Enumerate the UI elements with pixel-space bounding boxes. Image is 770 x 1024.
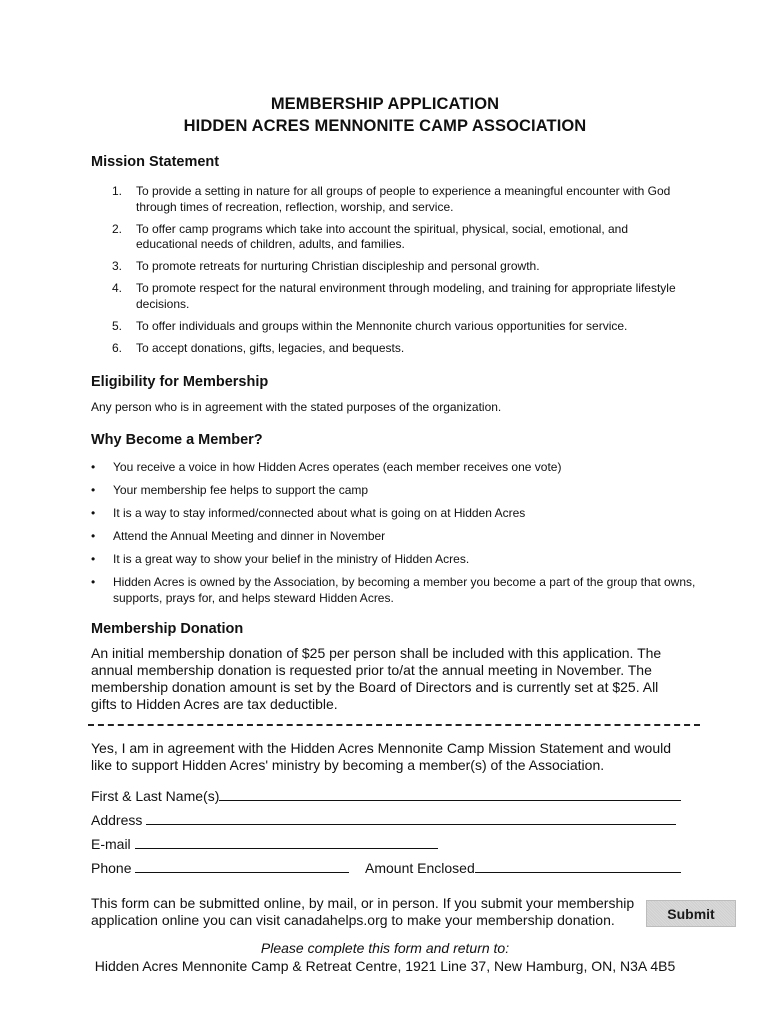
item-number: 2. [112,221,123,236]
mission-heading: Mission Statement [91,154,220,170]
item-text: It is a way to stay informed/connected about what is going on at Hidden Acres [113,506,526,520]
phone-label: Phone [91,860,132,876]
submit-button[interactable]: Submit [646,900,736,927]
return-address: Hidden Acres Mennonite Camp & Retreat Centre, 1921 Line 37, New Hamburg, ON, N3A 4B5 [94,958,676,974]
phone-input[interactable] [135,858,349,873]
return-instruction: Please complete this form and return to: [260,940,510,956]
item-number: 1. [112,184,123,198]
name-field [91,786,681,805]
cut-line-divider [88,724,700,726]
list-item [91,319,691,335]
amount-field [365,858,681,877]
form-title: MEMBERSHIP APPLICATION [270,95,500,113]
list-item [91,483,711,499]
address-field [91,810,676,829]
item-text: To offer individuals and groups within the Mennonite church various opportunities for service. [136,318,628,333]
organization-title: HIDDEN ACRES MENNONITE CAMP ASSOCIATION [183,117,587,135]
name-input[interactable] [219,786,681,801]
item-text: To promote respect for the natural environment through modeling, and training for appropriate lifestyle decisions. [136,281,676,311]
why-heading: Why Become a Member? [91,432,263,448]
amount-input[interactable] [475,858,681,873]
item-number: 3. [112,259,123,273]
email-input[interactable] [135,834,438,849]
bullet-icon: • [91,552,96,566]
item-number: 6. [112,340,123,355]
agreement-text: Yes, I am in agreement with the Hidden Acres Mennonite Camp Mission Statement and would like to support Hidden Acres' ministry by becoming a member(s) of the Association. [91,740,672,773]
bullet-icon: • [91,529,96,543]
submission-info-text: This form can be submitted online, by mail, or in person. If you submit your membership application online you can visit canadahelps.org to make your membership donation. [91,895,635,928]
amount-label: Amount Enclosed [365,860,475,876]
list-item [91,552,711,568]
item-text: Hidden Acres is owned by the Association, by becoming a member you become a part of the group that owns, supports, prays for, and helps steward Hidden Acres. [113,575,696,605]
donation-heading: Membership Donation [91,621,244,637]
bullet-icon: • [91,575,96,589]
item-text: To provide a setting in nature for all groups of people to experience a meaningful encounter with God through times of recreation, reflection, worship, and service. [136,184,671,214]
bullet-icon: • [91,483,96,497]
address-input[interactable] [146,810,676,825]
item-text: Your membership fee helps to support the camp [113,483,369,497]
item-text: To promote retreats for nurturing Christian discipleship and personal growth. [136,259,540,273]
list-item [91,259,691,275]
list-item [91,529,711,545]
bullet-icon: • [91,506,96,520]
bullet-icon: • [91,460,96,474]
mission-list [91,184,691,363]
item-text: It is a great way to show your belief in the ministry of Hidden Acres. [113,552,470,566]
email-field [91,834,438,853]
list-item [91,506,711,522]
item-number: 5. [112,318,123,333]
phone-field [91,858,349,877]
item-text: Attend the Annual Meeting and dinner in November [113,529,386,543]
list-item [91,281,691,312]
email-label: E-mail [91,836,131,852]
item-number: 4. [112,281,123,295]
eligibility-text: Any person who is in agreement with the stated purposes of the organization. [91,400,502,414]
list-item [91,460,711,476]
list-item [91,222,691,253]
item-text: To offer camp programs which take into account the spiritual, physical, social, emotional, and educational needs of children, adults, and families. [136,221,629,251]
eligibility-heading: Eligibility for Membership [91,374,269,390]
list-item [91,575,711,606]
name-label: First & Last Name(s) [91,788,220,804]
list-item [91,341,691,357]
donation-text: An initial membership donation of $25 per person shall be included with this application. The annual membership donation is requested prior to/at the annual meeting in November. The membership donation amount is set by the Board of Directors and is currently set at $25. All gifts to Hidden Acres are tax deductible. [91,645,662,712]
list-item [91,184,691,215]
why-list [91,460,711,614]
item-text: To accept donations, gifts, legacies, and bequests. [136,340,405,355]
address-label: Address [91,812,143,828]
item-text: You receive a voice in how Hidden Acres operates (each member receives one vote) [113,460,562,474]
